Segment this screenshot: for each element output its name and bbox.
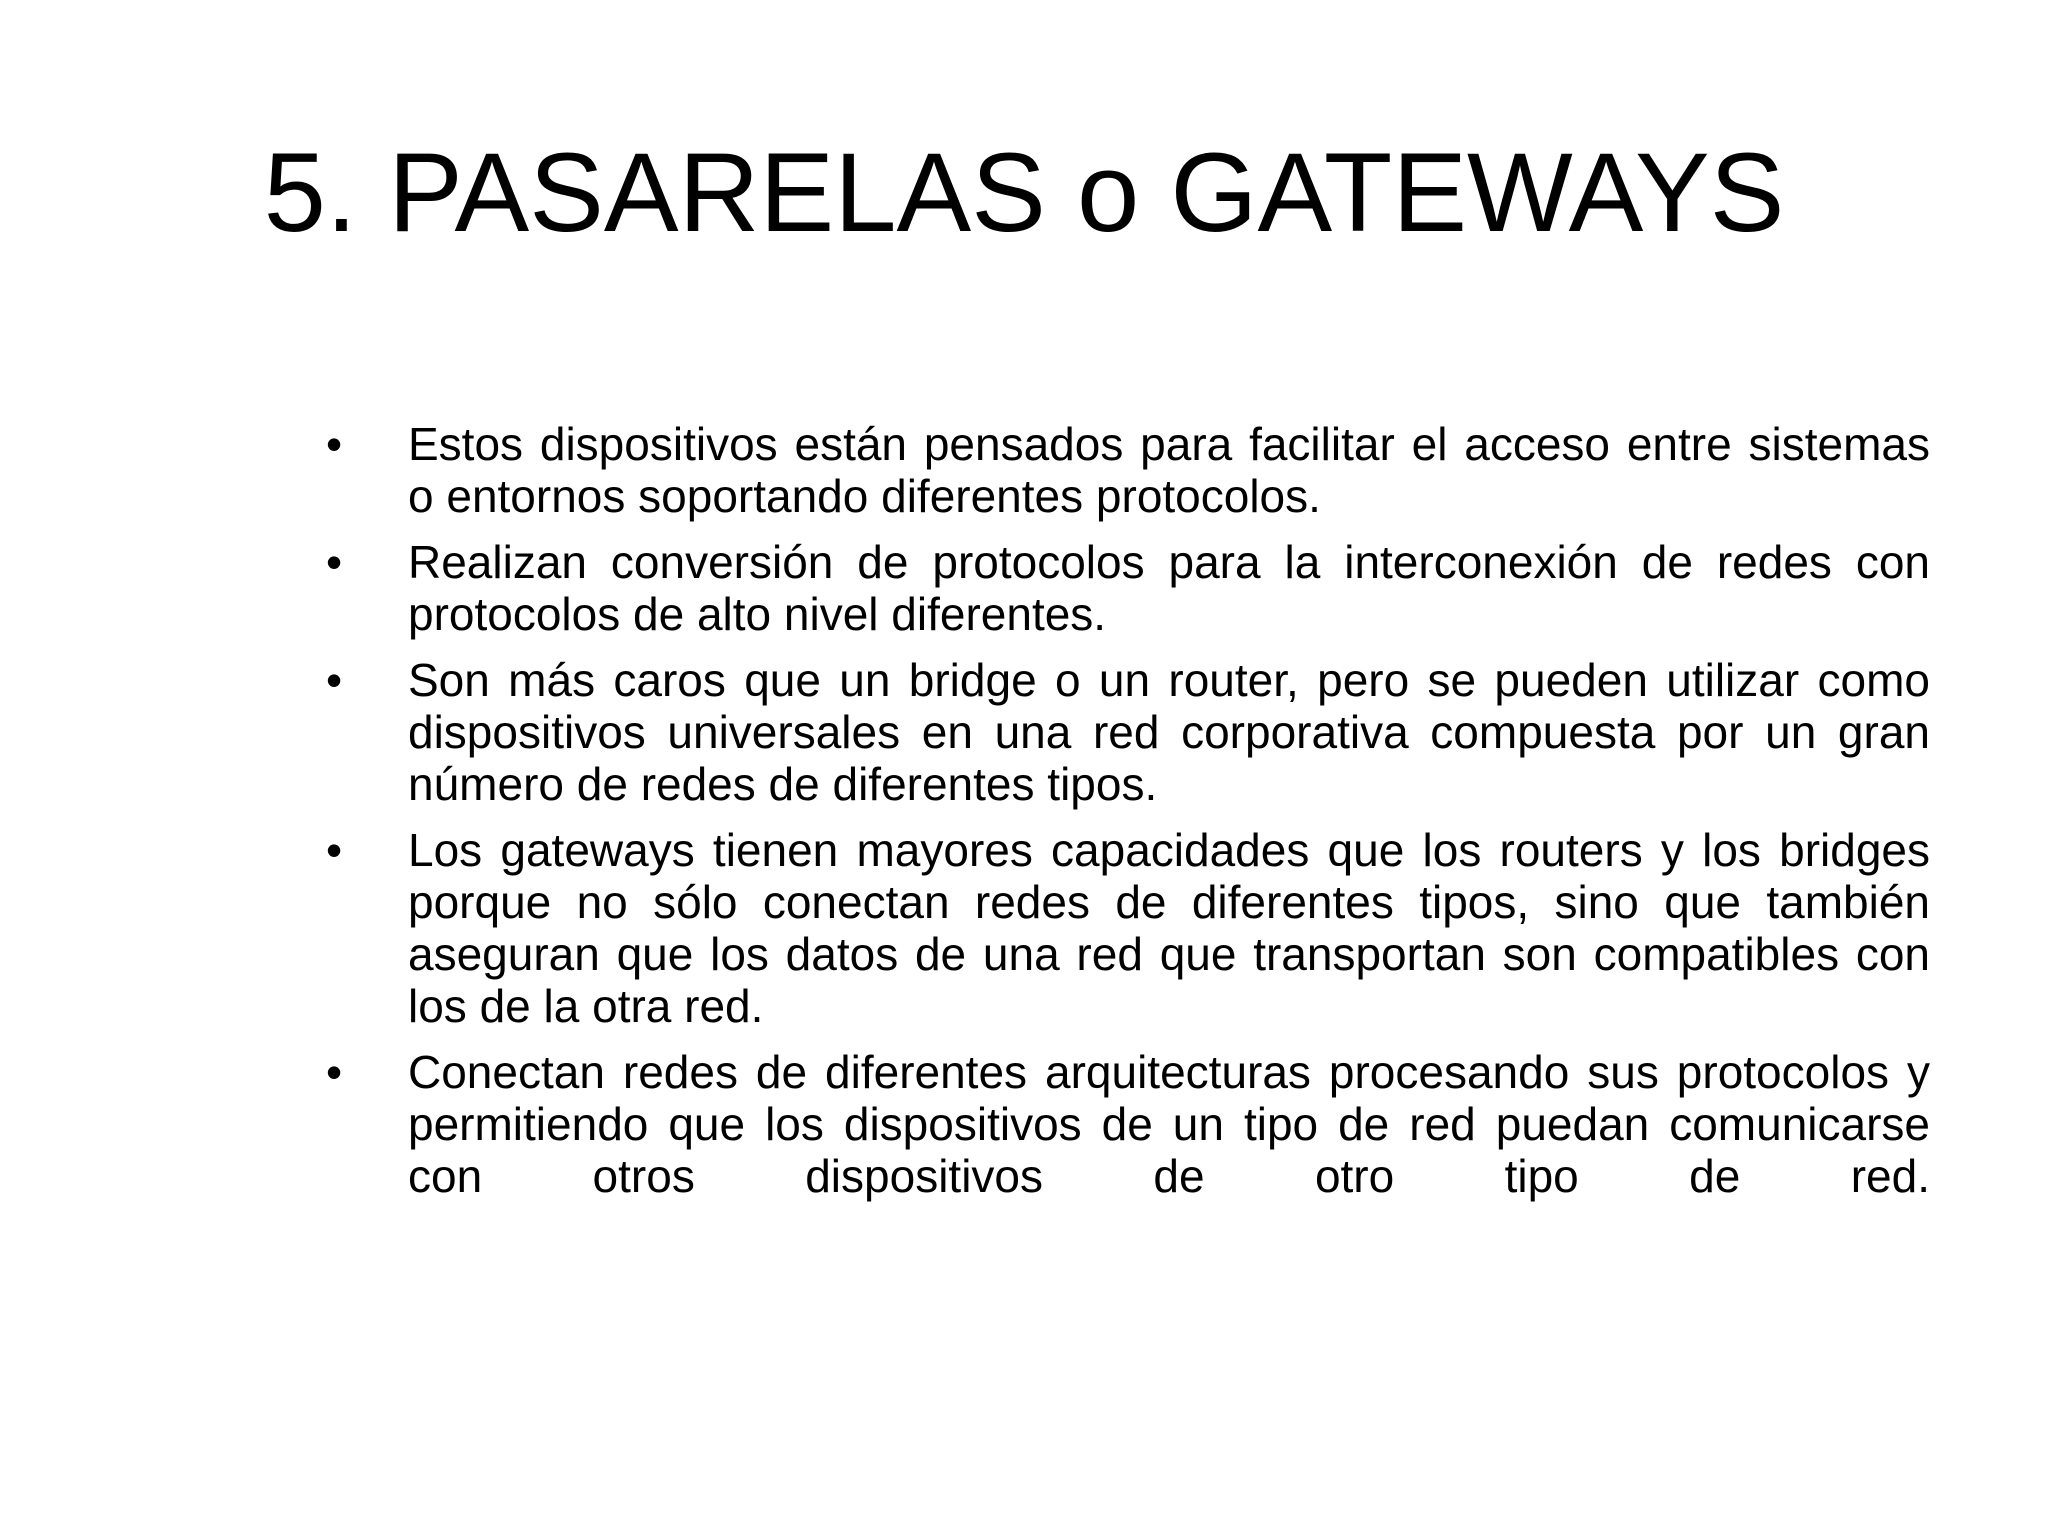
bullet-icon: • — [326, 824, 343, 876]
bullet-item-3 — [320, 654, 1930, 810]
bullet-text-3: Son más caros que un bridge o un router, pero se pueden utilizar como dispositivos universales en una red corporativa compuesta por un gran número de redes de diferentes tipos. — [408, 654, 1930, 810]
bullet-item-4 — [320, 824, 1930, 1032]
bullet-text-4: Los gateways tienen mayores capacidades que los routers y los bridges porque no sólo conectan redes de diferentes tipos, sino que también aseguran que los datos de una red que transportan son compatibles con los de la otra red. — [408, 824, 1930, 1032]
bullet-item-1 — [320, 418, 1930, 522]
bullet-icon: • — [326, 418, 343, 470]
bullet-item-2 — [320, 536, 1930, 640]
bullet-icon: • — [326, 536, 343, 588]
bullet-icon: • — [326, 654, 343, 706]
bullet-item-5 — [320, 1046, 1930, 1202]
slide-title: 5. PASARELAS o GATEWAYS — [263, 130, 1785, 255]
bullet-list — [320, 418, 1930, 1216]
bullet-text-5: Conectan redes de diferentes arquitecturas procesando sus protocolos y permitiendo que los dispositivos de un tipo de red puedan comunicarse con otros dispositivos de otro tipo de red. — [408, 1046, 1930, 1202]
bullet-text-2: Realizan conversión de protocolos para la interconexión de redes con protocolos de alto nivel diferentes. — [408, 536, 1930, 640]
bullet-icon: • — [326, 1046, 343, 1098]
bullet-text-1: Estos dispositivos están pensados para facilitar el acceso entre sistemas o entornos soportando diferentes protocolos. — [408, 418, 1930, 522]
